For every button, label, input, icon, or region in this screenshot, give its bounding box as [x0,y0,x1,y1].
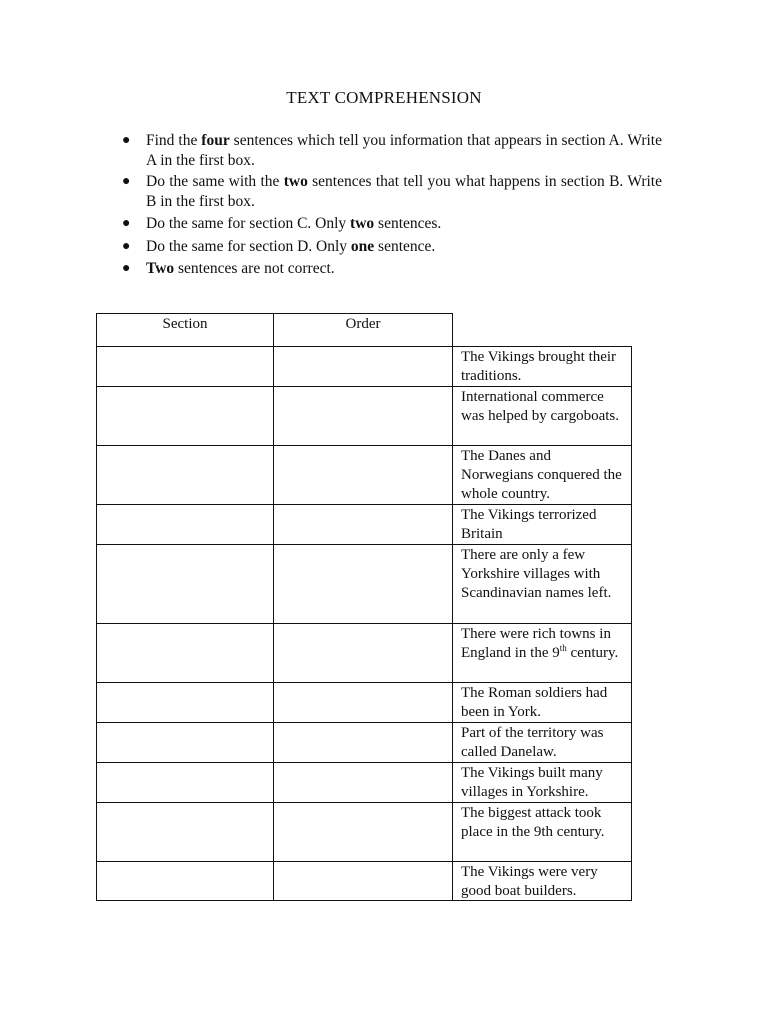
instruction-item: ● Two sentences are not correct. [122,260,335,277]
bullet-icon: ● [122,238,131,254]
instructions-list [118,131,662,279]
bullet-icon: ● [122,133,131,148]
section-answer-box[interactable] [96,445,274,505]
section-answer-box[interactable] [96,682,274,723]
section-answer-box[interactable] [96,722,274,763]
order-header: Order [273,313,453,347]
sentence-cell: The Danes and Norwegians conquered the whole country. [452,445,632,505]
order-answer-box[interactable] [273,762,453,803]
section-answer-box[interactable] [96,802,274,862]
instruction-item: ● Do the same for section C. Only two sentences. [122,215,442,232]
sentence-cell: Part of the territory was called Danelaw. [452,722,632,763]
section-answer-box[interactable] [96,346,274,387]
section-answer-box[interactable] [96,504,274,545]
bullet-icon: ● [122,261,131,276]
sentence-cell: The Roman soldiers had been in York. [452,682,632,723]
sentence-cell: The Vikings brought their traditions. [452,346,632,387]
sentence-cell: The Vikings terrorized Britain [452,504,632,545]
order-answer-box[interactable] [273,386,453,446]
section-answer-box[interactable] [96,861,274,901]
order-answer-box[interactable] [273,346,453,387]
instruction-item: ● Do the same for section D. Only one sentence. [122,237,436,255]
sentence-cell: The biggest attack took place in the 9th century. [452,802,632,862]
section-answer-box[interactable] [96,762,274,803]
order-answer-box[interactable] [273,802,453,862]
page-title: TEXT COMPREHENSION [286,88,482,107]
order-answer-box[interactable] [273,722,453,763]
order-answer-box[interactable] [273,682,453,723]
sentence-cell: There were rich towns in England in the 9th century. [452,623,632,683]
order-answer-box[interactable] [273,504,453,545]
sentence-cell: International commerce was helped by cargoboats. [452,386,632,446]
section-answer-box[interactable] [96,544,274,624]
sentence-cell: There are only a few Yorkshire villages with Scandinavian names left. [452,544,632,624]
section-answer-box[interactable] [96,386,274,446]
section-answer-box[interactable] [96,623,274,683]
order-answer-box[interactable] [273,861,453,901]
sentence-cell: The Vikings built many villages in Yorkshire. [452,762,632,803]
sentence-cell: The Vikings were very good boat builders. [452,861,632,901]
section-header: Section [96,313,274,347]
bullet-icon: ● [122,216,131,231]
instruction-item: ● Do the same with the two sentences that tell you what happens in section B. Write B in the first box. [122,173,662,210]
order-answer-box[interactable] [273,544,453,624]
bullet-icon: ● [122,174,131,189]
order-answer-box[interactable] [273,623,453,683]
order-answer-box[interactable] [273,445,453,505]
instruction-item: ● Find the four sentences which tell you information that appears in section A. Write A in the first box. [122,132,662,169]
